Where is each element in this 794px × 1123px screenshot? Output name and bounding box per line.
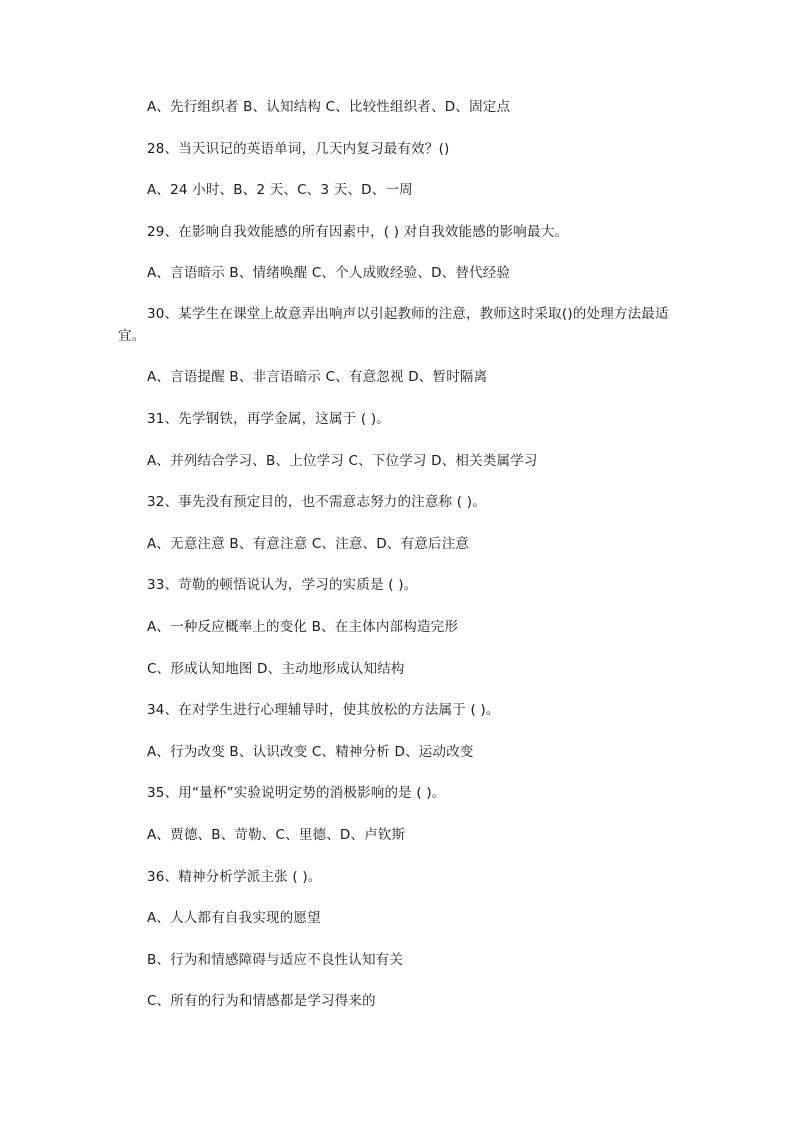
- text-line: B、行为和情感障碍与适应不良性认知有关: [147, 952, 404, 968]
- text-line: C、形成认知地图 D、主动地形成认知结构: [147, 661, 405, 677]
- text-line: A、一种反应概率上的变化 B、在主体内部构造完形: [147, 619, 459, 635]
- question-35: 35、用“量杯”实验说明定势的消极影响的是 ( )。: [147, 785, 446, 801]
- text-line: A、言语暗示 B、情绪唤醒 C、个人成败经验、D、替代经验: [147, 265, 511, 281]
- text-line: C、所有的行为和情感都是学习得来的: [147, 993, 376, 1009]
- question-32: 32、事先没有预定目的，也不需意志努力的注意称 ( )。: [147, 494, 486, 510]
- text-line: A、无意注意 B、有意注意 C、注意、D、有意后注意: [147, 536, 470, 552]
- question-36: 36、精神分析学派主张 ( )。: [147, 869, 322, 885]
- question-28: 28、当天识记的英语单词，几天内复习最有效？(): [147, 141, 450, 157]
- question-30: 30、某学生在课堂上故意弄出响声以引起教师的注意，教师这时采取()的处理方法最适宜。: [118, 306, 669, 344]
- text-line: A、贾德、B、苛勒、C、里德、D、卢钦斯: [147, 827, 406, 843]
- text-line: A、行为改变 B、认识改变 C、精神分析 D、运动改变: [147, 744, 474, 760]
- question-31: 31、先学钢铁，再学金属，这属于 ( )。: [147, 411, 390, 427]
- text-line: A、言语提醒 B、非言语暗示 C、有意忽视 D、暂时隔离: [147, 369, 488, 385]
- question-33: 33、苛勒的顿悟说认为，学习的实质是 ( )。: [147, 577, 418, 593]
- question-29: 29、在影响自我效能感的所有因素中，( ) 对自我效能感的影响最大。: [147, 224, 569, 240]
- question-34: 34、在对学生进行心理辅导时，使其放松的方法属于 ( )。: [147, 702, 500, 718]
- text-line: A、人人都有自我实现的愿望: [147, 910, 321, 926]
- text-line: A、并列结合学习、B、上位学习 C、下位学习 D、相关类属学习: [147, 453, 538, 469]
- text-line: A、先行组织者 B、认知结构 C、比较性组织者、D、固定点: [147, 99, 511, 115]
- text-line: A、24 小时、B、2 天、C、3 天、D、一周: [147, 182, 413, 198]
